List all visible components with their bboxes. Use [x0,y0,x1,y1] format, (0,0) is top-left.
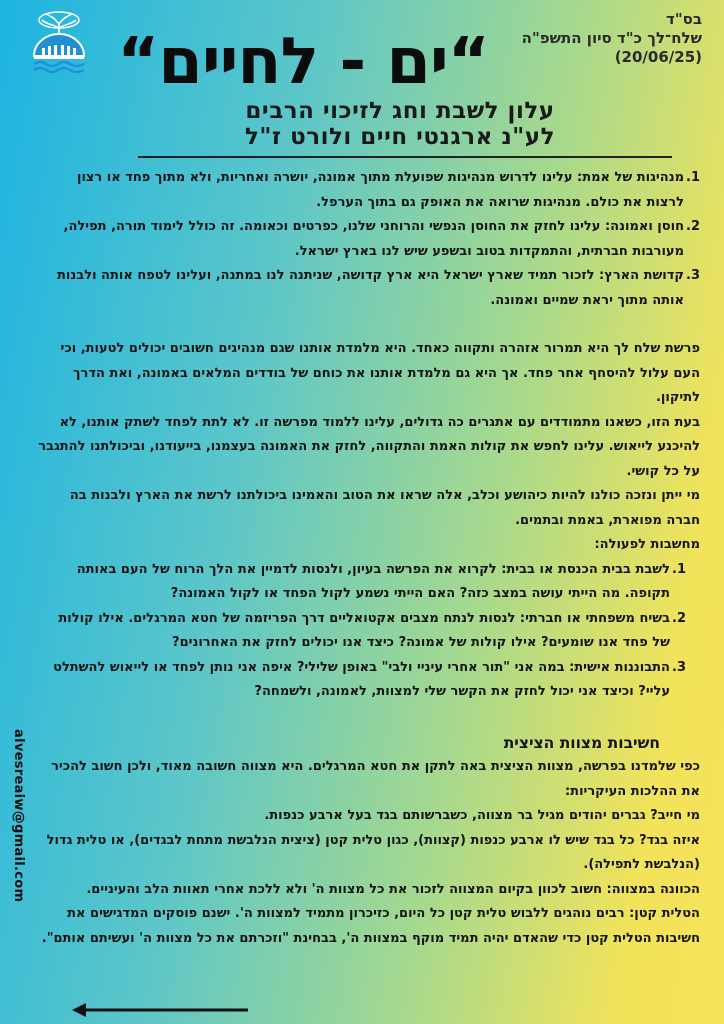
logo-icon [30,10,88,76]
subtitle-line-1: עלון לשבת וחג לזיכוי הרבים [245,98,555,124]
list-number: 3. [686,268,700,283]
list-number: 3. [672,659,686,675]
bsd-label: בס"ד [666,10,702,28]
list-item-text: התבוננות אישית: במה אני "תור אחרי עיניי ולבי" באופן שלילי? איפה אני נותן לפחד או לייאוש להשתלט עליי? וכיצד אני יכול לחזק את הקשר שלי למצוות, לאמונה, ולשמחה? [53,659,670,699]
list-item-text: חוסן ואמונה: עלינו לחזק את החוסן הנפשי והרוחני שלנו, כפרטים וכאומה. זה כולל לימוד תורה, תפילה, מעורבות חברתית, והתמקדות בטוב ובשפע שיש לנו בארץ ישראל. [63,219,684,259]
list-item [38,656,686,705]
article-body [38,166,700,982]
list-item [38,558,686,607]
paragraph: הטלית קטן: רבים נוהגים ללבוש טלית קטן כל היום, כזיכרון מתמיד למצוות ה'. ישנם פוסקים המדגישים את חשיבות הטלית קטן כדי שהאדם יהיה תמיד מוקף במצוות ה', בבחינת "וזכרתם את כל מצוות ה' ועשיתם אותם". [41,906,700,946]
gregorian-date: (20/06/25) [614,48,702,66]
subtitle [160,98,640,150]
spacer [38,313,700,337]
list-item [38,607,686,656]
paragraph: פרשת שלח לך היא תמרור אזהרה ותקווה כאחד. היא מלמדת אותנו שגם מנהיגים חשובים יכולים לטעות, וכי העם עלול להיסחף אחר פחד. אך היא גם מלמדת אותנו את כוחם של בודדים המלאים באמונה, ואת הדרך לתיקון. [60,341,700,405]
principles-list [38,166,700,313]
page-title: “ים - לחיים“ [117,25,489,99]
reflection-list [38,558,700,705]
reflection-heading: מחשבות לפעולה: [594,537,700,552]
list-item-text: קדושת הארץ: לזכור תמיד שארץ ישראל היא ארץ קדושה, שניתנה לנו במתנה, ועלינו לטפח אותה ולבנות אותה מתוך יראת שמיים ואמונה. [57,268,684,308]
list-item [38,264,700,313]
list-number: 2. [686,219,700,234]
list-item-text: בשיח משפחתי או חברתי: לנסות לנתח מצבים אקטואליים דרך הפריזמה של חטא המרגלים. אילו קולות של פחד אנו שומעים? אילו קולות של אמונה? כיצד אנו יכולים לחזק את האחרונים? [58,610,670,650]
subtitle-line-2: לע"נ ארגנטי חיים ולורט ז"ל [245,124,555,150]
arrow-left-icon[interactable] [70,1000,250,1020]
paragraph: איזה בגד? כל בגד שיש לו ארבע כנפות (קצוות), כגון טלית קטן (ציצית הנלבשת מתחת לבגדים), או טלית גדול (הנלבשת לתפילה). [46,832,700,872]
subtitle-divider [138,156,672,158]
list-item-text: לשבת בבית הכנסת או בבית: לקרוא את הפרשה בעיון, ולנסות לדמיין את הלך הרוח של העם באותה תקופה. מה הייתי עושה במצב כזה? האם הייתי נשמע לקול הפחד או לקול האמונה? [76,561,670,601]
list-number: 2. [672,610,686,626]
paragraph: כפי שלמדנו בפרשה, מצוות הציצית באה לתקן את חטא המרגלים. היא מצווה חשובה מאוד, ולכן חשוב להכיר את ההלכות העיקריות: [51,759,700,799]
paragraph: בעת הזו, כשאנו מתמודדים עם אתגרים כה גדולים, עלינו ללמוד מפרשה זו. לא לתת לפחד לשתק אותנו, לא להיכנע לייאוש. עלינו לחפש את קולות האמת והתקווה, לחזק את האמונה בעצמנו, בייעודנו, וביכולתנו להתגבר על כל קושי. [38,414,700,479]
list-number: 1. [672,561,686,577]
header [0,0,724,160]
hebrew-date: שלח־לך כ"ד סיון התשפ"ה [521,29,702,47]
paragraph: הכוונה במצווה: חשוב לכוון בקיום המצווה לזכור את כל מצוות ה' ולא ללכת אחרי תאוות הלב והעיניים. [86,881,700,897]
list-number: 1. [686,170,700,185]
contact-email[interactable]: alvesreaiw@gmail.com [11,729,26,903]
list-item [38,166,700,215]
list-item-text: מנהיגות של אמת: עלינו לדרוש מנהיגות שפועלת מתוך אמונה, יושרה ואחריות, ולא מתוך פחד או רצון לרצות את כולם. מנהיגות שרואה את האופק גם בתוך הערפל. [76,170,684,210]
paragraph: מי חייב? גברים יהודים מגיל בר מצווה, כשברשותם בגד בעל ארבע כנפות. [264,808,700,823]
list-item [38,215,700,264]
date-block [502,10,702,67]
paragraph: מי ייתן ונזכה כולנו להיות כיהושע וכלב, אלה שראו את הטוב והאמינו ביכולתנו לרשת את הארץ ולבנות בה חברה מפוארת, באמת ובתמים. [69,488,700,528]
section-title: חשיבות מצוות הציצית [503,733,660,752]
